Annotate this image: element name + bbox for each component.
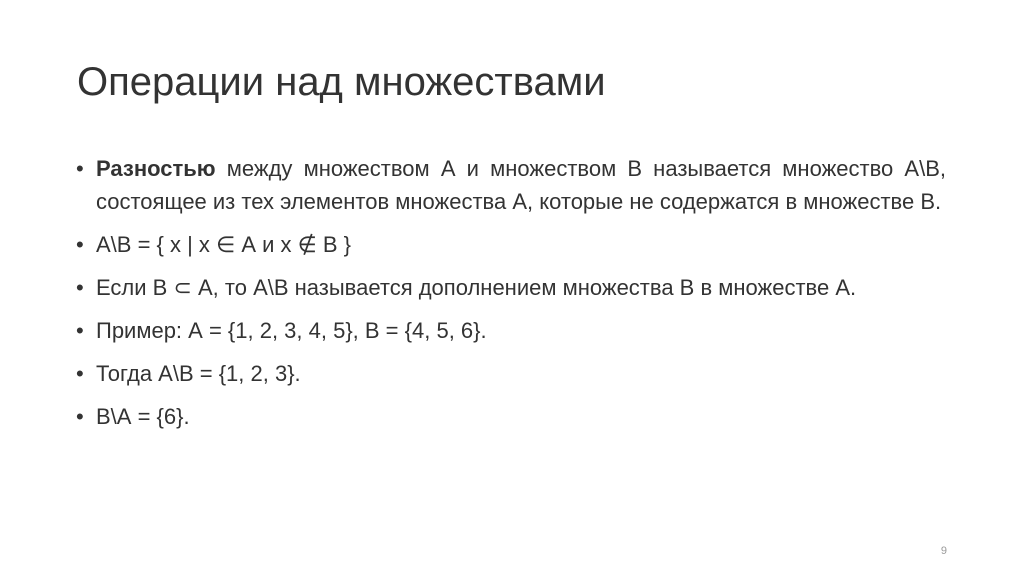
set-formula-text: А\В = { x | x ∈ А и x ∉ В } [96,232,352,257]
example-text: Пример: А = {1, 2, 3, 4, 5}, В = {4, 5, 6}. [96,318,487,343]
bullet-set-formula [76,228,946,261]
bullet-example [76,314,946,347]
bullet-result-b-minus-a [76,400,946,433]
bullet-complement [76,271,946,304]
complement-text: Если В ⊂ А, то А\В называется дополнением множества В в множестве А. [96,275,857,300]
page-number: 9 [940,545,947,557]
bullet-list [76,152,946,443]
definition-text: между множеством А и множеством В называется множество А\В, состоящее из тех элементов множества А, которые не содержатся в множестве В. [96,156,946,214]
definition-term: Разностью [96,156,216,181]
result-a-minus-b-text: Тогда А\В = {1, 2, 3}. [96,361,301,386]
slide-title: Операции над множествами [77,60,606,104]
result-b-minus-a-text: В\А = {6}. [96,404,190,429]
bullet-result-a-minus-b [76,357,946,390]
bullet-definition [76,152,946,218]
